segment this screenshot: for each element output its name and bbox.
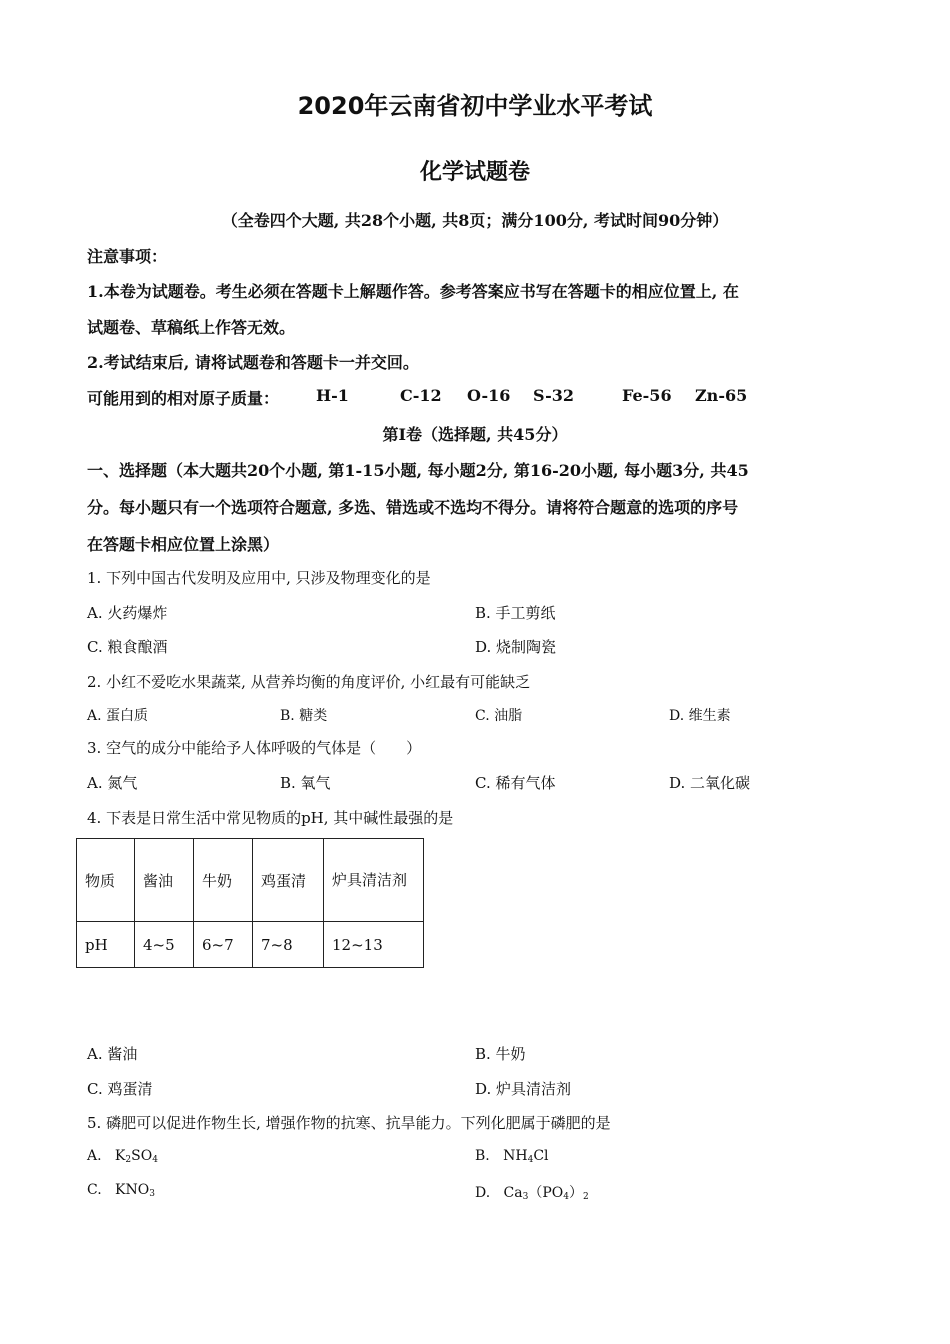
question-2-option-d: D. 维生素: [669, 708, 731, 724]
option-letter: D.: [475, 1185, 491, 1201]
question-1-option-c: C. 粮食酿酒: [87, 638, 168, 656]
formula-subscript: 2: [125, 1155, 132, 1165]
question-4-option-b: B. 牛奶: [475, 1045, 526, 1063]
atomic-mass-zn: Zn-65: [695, 386, 748, 405]
formula-text: NH: [503, 1148, 528, 1164]
question-4-stem: 4. 下表是日常生活中常见物质的pH, 其中碱性最强的是: [87, 809, 454, 827]
formula-subscript: 3: [149, 1189, 155, 1199]
question-2-option-a: A. 蛋白质: [87, 708, 149, 724]
part1-heading: 第Ⅰ卷（选择题, 共45分）: [382, 425, 568, 444]
notice-item-1-line-1: 1.本卷为试题卷。考生必须在答题卡上解题作答。参考答案应书写在答题卡的相应位置上, 在: [87, 282, 739, 301]
section1-line-2: 分。每小题只有一个选项符合题意, 多选、错选或不选均不得分。请将符合题意的选项的序号: [87, 498, 739, 517]
question-3-stem: 3. 空气的成分中能给予人体呼吸的气体是（ ）: [87, 739, 422, 757]
section1-line-3: 在答题卡相应位置上涂黑）: [87, 535, 280, 554]
formula-subscript: 4: [527, 1155, 534, 1165]
ph-table-cell: 6~7: [194, 922, 253, 968]
page-subtitle: 化学试题卷: [419, 160, 530, 185]
formula-text: KNO: [115, 1182, 150, 1198]
atomic-mass-o: O-16: [467, 386, 511, 405]
question-5-stem: 5. 磷肥可以促进作物生长, 增强作物的抗寒、抗旱能力。下列化肥属于磷肥的是: [87, 1114, 611, 1132]
formula-text: Cl: [533, 1148, 549, 1164]
notice-item-2: 2.考试结束后, 请将试题卷和答题卡一并交回。: [87, 353, 419, 372]
atomic-mass-c: C-12: [400, 386, 442, 405]
question-3-option-a: A. 氮气: [87, 774, 138, 792]
ph-table-cell: 12~13: [324, 922, 424, 968]
formula-subscript: 3: [522, 1192, 529, 1202]
formula-subscript: 4: [563, 1192, 569, 1202]
question-1-option-a: A. 火药爆炸: [87, 604, 168, 622]
atomic-mass-fe: Fe-56: [622, 386, 672, 405]
ph-table-row: [77, 922, 424, 968]
question-4-option-c: C. 鸡蛋清: [87, 1080, 153, 1098]
option-letter: B.: [475, 1148, 490, 1164]
question-2-option-c: C. 油脂: [475, 708, 523, 724]
ph-table-header-cell: 牛奶: [194, 839, 253, 922]
ph-table-header-cell: 酱油: [135, 839, 194, 922]
page-title: 2020年云南省初中学业水平考试: [297, 92, 653, 120]
question-2-stem: 2. 小红不爱吃水果蔬菜, 从营养均衡的角度评价, 小红最有可能缺乏: [87, 673, 531, 691]
ph-table-header-cell: 物质: [77, 839, 135, 922]
question-3-option-b: B. 氧气: [280, 774, 331, 792]
question-3-option-c: C. 稀有气体: [475, 774, 556, 792]
question-5-option-a: [87, 1148, 158, 1165]
notice-heading: 注意事项：: [87, 247, 168, 266]
ph-table-header-cell: 鸡蛋清: [253, 839, 324, 922]
formula-subscript: 4: [152, 1155, 158, 1165]
option-letter: C.: [87, 1182, 102, 1198]
formula-text: （PO: [528, 1185, 564, 1201]
ph-table: [76, 838, 424, 968]
question-5-option-b: [475, 1148, 549, 1165]
formula-text: ）: [568, 1185, 583, 1201]
atomic-mass-h: H-1: [316, 386, 349, 405]
question-4-option-a: A. 酱油: [87, 1045, 138, 1063]
ph-table-cell: 4~5: [135, 922, 194, 968]
question-1-stem: 1. 下列中国古代发明及应用中, 只涉及物理变化的是: [87, 569, 431, 587]
ph-table-cell: pH: [77, 922, 135, 968]
question-4-option-d: D. 炉具清洁剂: [475, 1080, 572, 1098]
formula-text: K: [114, 1148, 126, 1164]
formula-subscript: 2: [582, 1192, 589, 1202]
ph-table-header-row: [77, 839, 424, 922]
question-5-option-d: [475, 1182, 589, 1202]
notice-item-1-line-2: 试题卷、草稿纸上作答无效。: [87, 318, 296, 337]
question-3-option-d: D. 二氧化碳: [669, 774, 751, 792]
atomic-mass-label: 可能用到的相对原子质量：: [87, 389, 280, 408]
formula-text: Ca: [503, 1185, 523, 1201]
question-5-option-c: [87, 1182, 155, 1199]
formula-text: SO: [131, 1148, 153, 1164]
question-1-option-d: D. 烧制陶瓷: [475, 638, 557, 656]
ph-table-cell: 7~8: [253, 922, 324, 968]
atomic-mass-s: S-32: [533, 386, 575, 405]
option-letter: A.: [87, 1148, 102, 1164]
question-1-option-b: B. 手工剪纸: [475, 604, 556, 622]
exam-info: （全卷四个大题, 共28个小题, 共8页；满分100分, 考试时间90分钟）: [221, 211, 729, 230]
ph-table-header-cell: 炉具清洁剂: [324, 839, 424, 922]
question-2-option-b: B. 糖类: [280, 708, 328, 724]
section1-line-1: 一、选择题（本大题共20个小题, 第1-15小题, 每小题2分, 第16-20小题, 每小题3分, 共45: [87, 461, 749, 480]
